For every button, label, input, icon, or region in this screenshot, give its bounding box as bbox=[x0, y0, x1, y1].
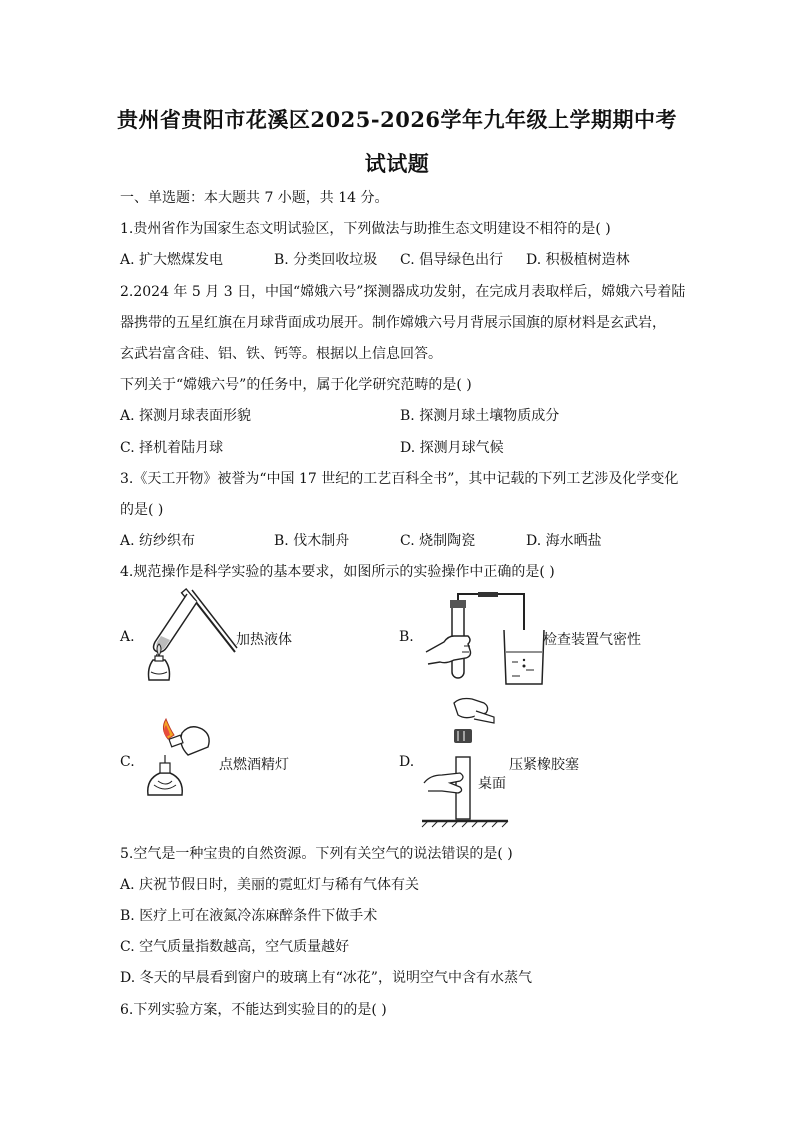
q3-stem-line1: 3.《天工开物》被誉为“中国 17 世纪的工艺百科全书”，其中记载的下列工艺涉及化学变化 bbox=[120, 471, 679, 487]
q2-stem-line1: 2.2024 年 5 月 3 日，中国“嫦娥六号”探测器成功发射，在完成月表取样后，嫦娥六号着陆 bbox=[120, 284, 686, 300]
q5-option-b[interactable]: B. 医疗上可在液氮冷冻麻醉条件下做手术 bbox=[120, 908, 378, 924]
q2-option-b[interactable]: B. 探测月球土壤物质成分 bbox=[400, 408, 560, 424]
q3-option-c[interactable]: C. 烧制陶瓷 bbox=[400, 533, 476, 549]
q1-option-b[interactable]: B. 分类回收垃圾 bbox=[274, 252, 378, 268]
q3-option-a[interactable]: A. 纺纱织布 bbox=[120, 533, 196, 549]
q4-option-b-letter[interactable]: B. bbox=[399, 629, 414, 645]
pressing-rubber-stopper-icon bbox=[420, 695, 510, 829]
q4-option-c-letter[interactable]: C. bbox=[120, 754, 135, 770]
q5-option-c[interactable]: C. 空气质量指数越高，空气质量越好 bbox=[120, 939, 350, 955]
q2-option-c[interactable]: C. 择机着陆月球 bbox=[120, 440, 224, 456]
q4-option-b-label: 检查装置气密性 bbox=[543, 632, 641, 648]
q2-stem-line2: 器携带的五星红旗在月球背面成功展开。制作嫦娥六号月背展示国旗的原材料是玄武岩， bbox=[120, 315, 666, 331]
q4-option-a-letter[interactable]: A. bbox=[120, 629, 135, 645]
heating-liquid-icon bbox=[143, 590, 238, 694]
q4-option-d-label: 压紧橡胶塞 bbox=[509, 757, 579, 773]
lighting-alcohol-lamp-icon bbox=[140, 715, 220, 811]
exam-title-line2: 试试题 bbox=[364, 151, 430, 176]
q4-option-d-table-label: 桌面 bbox=[478, 776, 506, 792]
q2-stem-line4: 下列关于“嫦娥六号”的任务中，属于化学研究范畴的是( ) bbox=[120, 377, 472, 393]
q2-option-d[interactable]: D. 探测月球气候 bbox=[400, 440, 504, 456]
q1-option-d[interactable]: D. 积极植树造林 bbox=[526, 252, 630, 268]
q4-stem: 4.规范操作是科学实验的基本要求，如图所示的实验操作中正确的是( ) bbox=[120, 564, 555, 580]
q2-option-a[interactable]: A. 探测月球表面形貌 bbox=[120, 408, 252, 424]
q6-stem: 6.下列实验方案，不能达到实验目的的是( ) bbox=[120, 1002, 387, 1018]
q3-stem-line2: 的是( ) bbox=[120, 502, 164, 518]
q5-option-d[interactable]: D. 冬天的早晨看到窗户的玻璃上有“冰花”，说明空气中含有水蒸气 bbox=[120, 970, 532, 986]
q1-option-a[interactable]: A. 扩大燃煤发电 bbox=[120, 252, 224, 268]
q2-stem-line3: 玄武岩富含硅、铝、铁、钙等。根据以上信息回答。 bbox=[120, 346, 442, 362]
q5-stem: 5.空气是一种宝贵的自然资源。下列有关空气的说法错误的是( ) bbox=[120, 846, 513, 862]
q1-option-c[interactable]: C. 倡导绿色出行 bbox=[400, 252, 504, 268]
section-heading: 一、单选题：本大题共 7 小题，共 14 分。 bbox=[120, 190, 389, 206]
q5-option-a[interactable]: A. 庆祝节假日时，美丽的霓虹灯与稀有气体有关 bbox=[120, 877, 420, 893]
q3-option-d[interactable]: D. 海水晒盐 bbox=[526, 533, 602, 549]
airtightness-check-icon bbox=[424, 590, 549, 694]
q4-option-c-label: 点燃酒精灯 bbox=[219, 757, 289, 773]
exam-title-line1: 贵州省贵阳市花溪区2025-2026学年九年级上学期期中考 bbox=[116, 107, 678, 132]
q1-stem: 1.贵州省作为国家生态文明试验区，下列做法与助推生态文明建设不相符的是( ) bbox=[120, 221, 611, 237]
q3-option-b[interactable]: B. 伐木制舟 bbox=[274, 533, 350, 549]
q4-option-d-letter[interactable]: D. bbox=[399, 754, 415, 770]
q4-option-a-label: 加热液体 bbox=[236, 632, 292, 648]
